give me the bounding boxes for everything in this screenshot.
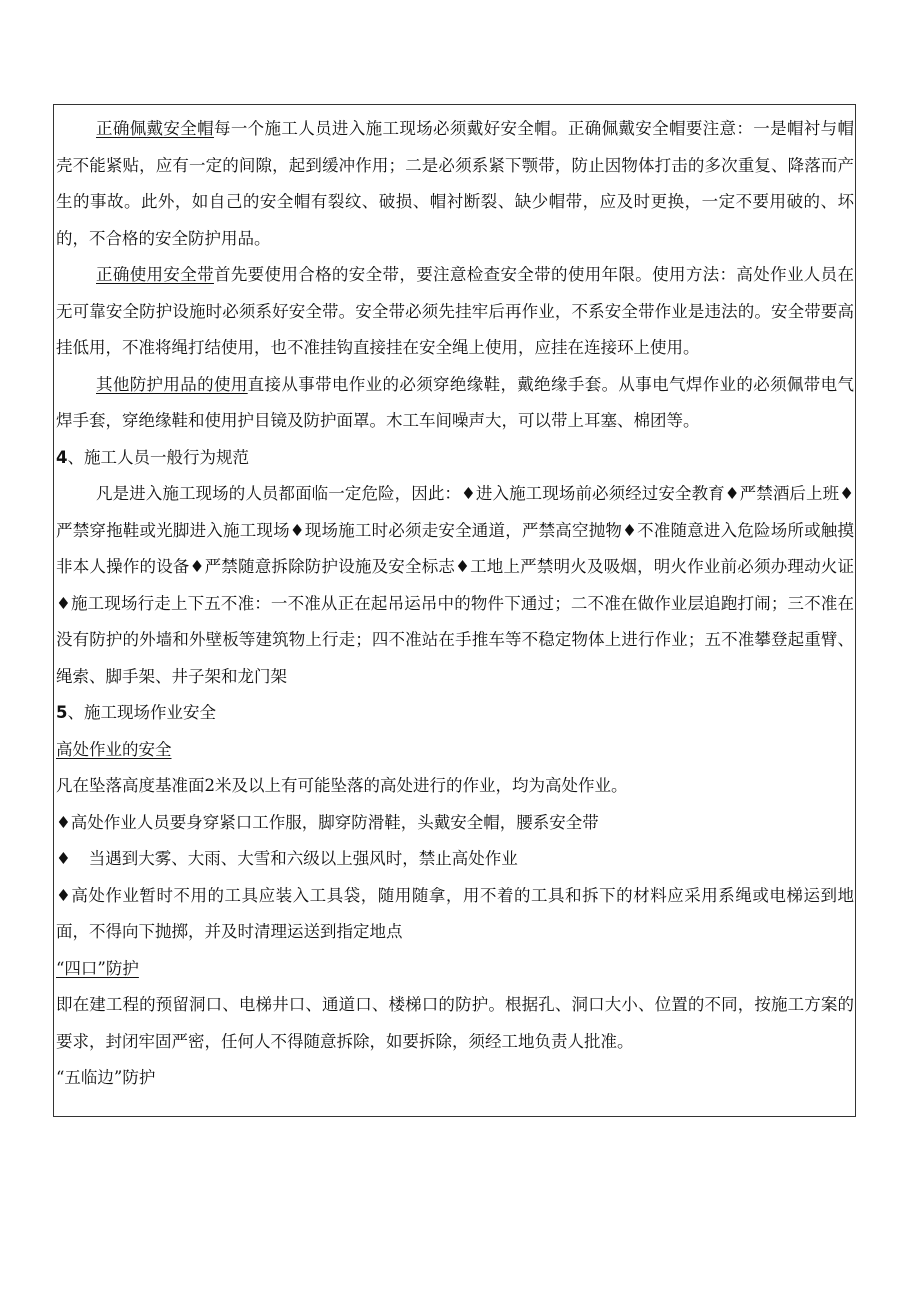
paragraph-other-protection xyxy=(56,367,854,440)
heading-safety-helmet: 正确佩戴安全帽 xyxy=(96,119,214,138)
section-heading-4 xyxy=(56,440,854,477)
subheading-high-work xyxy=(56,732,854,769)
text-safety-belt: 首先要使用合格的安全带，要注意检查安全带的使用年限。使用方法：高处作业人员在无可靠安全防护设施时必须系好安全带。安全带必须先挂牢后再作业，不系安全带作业是违法的。安全带要高挂低用，不准将绳打结使用，也不准挂钩直接挂在安全绳上使用，应挂在连接环上使用。 xyxy=(56,265,855,357)
section-number-4: 4 xyxy=(56,447,68,467)
section-title-4: 、施工人员一般行为规范 xyxy=(67,447,249,467)
subheading-high-work-text: 高处作业的安全 xyxy=(56,739,172,759)
bullet-item-2 xyxy=(56,841,854,878)
subheading-four-openings-text: “四口”防护 xyxy=(56,958,139,978)
paragraph-behavior-rules: 凡是进入施工现场的人员都面临一定危险，因此：♦进入施工现场前必须经过安全教育♦严禁酒后上班♦严禁穿拖鞋或光脚进入施工现场♦现场施工时必须走安全通道，严禁高空抛物♦不准随意进入危险场所或触摸非本人操作的设备♦严禁随意拆除防护设施及安全标志♦工地上严禁明火及吸烟，明火作业前必须办理动火证♦施工现场行走上下五不准：一不准从正在起吊运吊中的物件下通过；二不准在做作业层追跑打闹；三不准在没有防护的外墙和外壁板等建筑物上行走；四不准站在手推车等不稳定物体上进行作业；五不准攀登起重臂、绳索、脚手架、井子架和龙门架 xyxy=(56,484,854,686)
section-number-5: 5 xyxy=(56,703,68,722)
bullet-item-1: ♦高处作业人员要身穿紧口工作服，脚穿防滑鞋，头戴安全帽，腰系安全带 xyxy=(56,812,599,832)
text-other-protection: 直接从事带电作业的必须穿绝缘鞋，戴绝缘手套。从事电气焊作业的必须佩带电气焊手套，穿绝缘鞋和使用护目镜及防护面罩。木工车间噪声大，可以带上耳塞、棉团等。 xyxy=(56,374,855,430)
paragraph-four-openings: 即在建工程的预留洞口、电梯井口、通道口、楼梯口的防护。根据孔、洞口大小、位置的不同，按施工方案的要求，封闭牢固严密，任何人不得随意拆除，如要拆除，须经工地负责人批准。 xyxy=(56,995,854,1051)
text-safety-helmet: 每一个施工人员进入施工现场必须戴好安全帽。正确佩戴安全帽要注意：一是帽衬与帽壳不能紧贴，应有一定的间隙，起到缓冲作用；二是必须系紧下颚带，防止因物体打击的多次重复、降落而产生的事故。此外，如自己的安全帽有裂纹、破损、帽衬断裂、缺少帽带，应及时更换，一定不要用破的、坏的，不合格的安全防护用品。 xyxy=(56,119,855,248)
paragraph-high-work-definition: 凡在坠落高度基准面2米及以上有可能坠落的高处进行的作业，均为高处作业。 xyxy=(56,776,628,795)
bullet-item-2-text: 当遇到大雾、大雨、大雪和六级以上强风时，禁止高处作业 xyxy=(88,849,518,868)
subheading-five-edges xyxy=(56,1060,854,1097)
bullet-item-3: ♦高处作业暂时不用的工具应装入工具袋，随用随拿，用不着的工具和拆下的材料应采用系绳或电梯运到地面，不得向下抛掷，并及时清理运送到指定地点 xyxy=(56,885,854,941)
paragraph-safety-belt xyxy=(56,257,854,367)
paragraph-safety-helmet xyxy=(56,111,854,257)
bullet-mark: ♦ xyxy=(56,849,71,868)
section-heading-5 xyxy=(56,695,854,732)
subheading-five-edges-text: “五临边”防护 xyxy=(56,1068,156,1087)
subheading-four-openings xyxy=(56,951,854,988)
section-title-5: 、施工现场作业安全 xyxy=(67,703,216,722)
heading-other-protection: 其他防护用品的使用 xyxy=(96,374,248,394)
document-body xyxy=(56,111,854,1097)
heading-safety-belt: 正确使用安全带 xyxy=(96,265,214,284)
